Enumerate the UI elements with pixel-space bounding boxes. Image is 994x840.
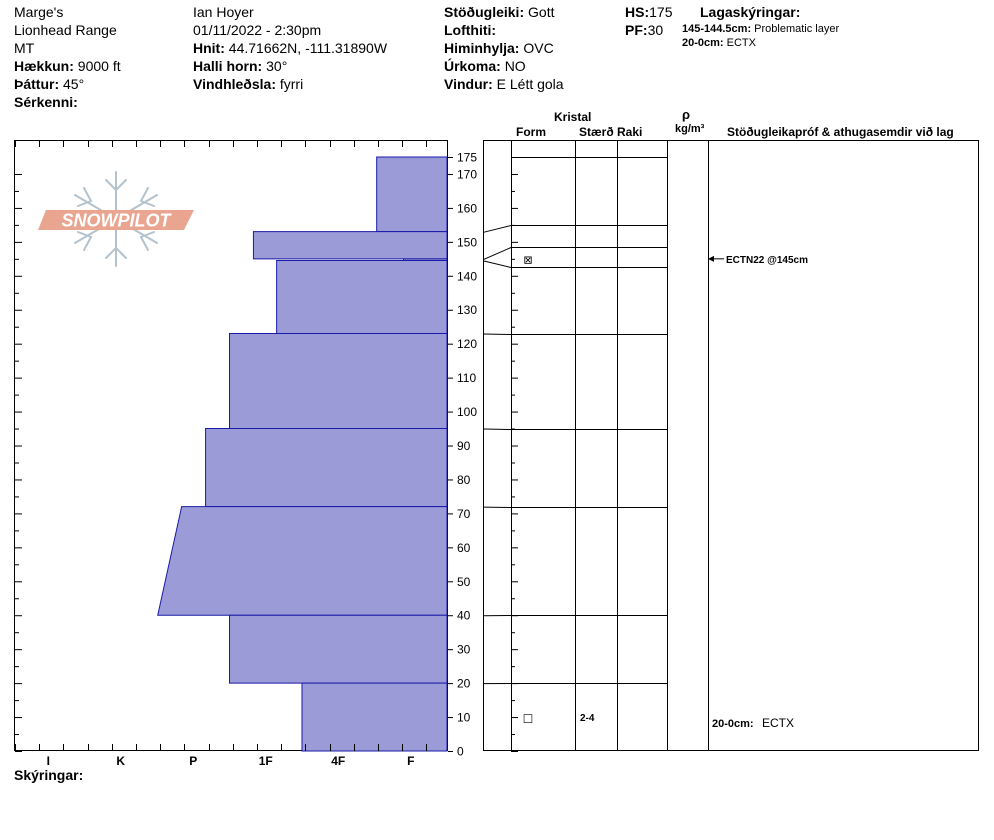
layer-connector-1 — [484, 248, 511, 260]
size-header: Stærð — [579, 125, 614, 139]
windload-label: Vindhleðsla: — [193, 76, 276, 92]
form-header: Form — [516, 125, 546, 139]
hardness-label-1F: 1F — [258, 754, 273, 768]
elevation-value: 9000 ft — [77, 58, 121, 74]
layer-note-1-range: 145-144.5cm: — [682, 23, 752, 35]
layer-note-2-text: ECTX — [726, 37, 756, 49]
table-frame — [484, 141, 979, 751]
coords-value: 44.71662N, -111.31890W — [228, 40, 388, 56]
height-label-0: 0 — [457, 744, 464, 759]
crystal-symbol-0: ⊠ — [523, 253, 533, 267]
stability-label: Stöðugleiki: — [444, 4, 525, 20]
layer-bar-8 — [302, 683, 447, 751]
hardness-label-4F: 4F — [331, 754, 346, 768]
crystal-header: Kristal — [554, 110, 592, 124]
height-label-10: 10 — [457, 710, 471, 725]
hs-value: 175 — [649, 4, 673, 20]
height-label-50: 50 — [457, 574, 471, 589]
height-label-80: 80 — [457, 472, 471, 487]
height-label-130: 130 — [457, 303, 478, 318]
height-label-110: 110 — [457, 371, 477, 386]
layer-bar-3 — [277, 261, 447, 334]
coords-label: Hnit: — [193, 40, 225, 56]
layer-note-1-text: Problematic layer — [754, 23, 840, 35]
snowpilot-logo — [38, 172, 194, 266]
moisture-header: Raki — [617, 125, 643, 139]
wind-label: Vindur: — [444, 76, 493, 92]
location-line-1: Marge's — [14, 4, 64, 20]
slope-label: Halli horn: — [193, 58, 263, 74]
height-label-100: 100 — [457, 405, 478, 420]
pf-value: 30 — [647, 22, 664, 38]
aspect-value: 45° — [63, 76, 85, 92]
slope-value: 30° — [266, 58, 288, 74]
observer: Ian Hoyer — [193, 4, 254, 20]
comments-header: Stöðugleikapróf & athugasemdir við lag — [727, 125, 954, 139]
stability-value: Gott — [528, 4, 555, 20]
hs-label: HS: — [625, 4, 650, 20]
height-label-60: 60 — [457, 540, 471, 555]
hardness-label-I: I — [46, 754, 50, 768]
test-text-0: ECTN22 @145cm — [726, 254, 809, 266]
density-unit: kg/m³ — [675, 123, 705, 135]
location-line-2: Lionhead Range — [14, 22, 117, 38]
hardness-label-F: F — [407, 754, 415, 768]
pf-label: PF: — [625, 22, 648, 38]
sky-label: Himinhylja: — [444, 40, 520, 56]
remarks-label: Skýringar: — [14, 767, 84, 783]
logo-text: SNOWPILOT — [61, 210, 171, 231]
test-label-1: 20-0cm: — [712, 718, 754, 731]
height-label-140: 140 — [457, 269, 478, 284]
layer-note-2-range: 20-0cm: — [682, 37, 724, 49]
features-label: Sérkenni: — [14, 94, 78, 110]
height-label-40: 40 — [457, 608, 471, 623]
layer-connector-2 — [484, 261, 511, 267]
height-label-120: 120 — [457, 337, 478, 352]
windload-value: fyrri — [279, 76, 304, 92]
hardness-label-P: P — [189, 754, 198, 768]
layer-connector-0 — [484, 226, 511, 233]
datetime: 01/11/2022 - 2:30pm — [193, 22, 322, 38]
airtemp-label: Lofthiti: — [444, 22, 497, 38]
layer-bar-7 — [230, 615, 448, 683]
layer-table — [484, 141, 808, 751]
precip-label: Úrkoma: — [444, 58, 501, 74]
height-label-70: 70 — [457, 506, 471, 521]
layer-bar-0 — [377, 157, 447, 232]
elevation-label: Hækkun: — [14, 58, 74, 74]
height-label-150: 150 — [457, 235, 478, 250]
height-label-160: 160 — [457, 201, 478, 216]
crystal-size-1: 2-4 — [580, 713, 595, 725]
precip-value: NO — [504, 58, 526, 74]
crystal-symbol-1: □ — [522, 711, 534, 725]
height-label-175: 175 — [457, 150, 478, 165]
rho-header: ρ — [682, 107, 691, 122]
hardness-bars — [158, 157, 447, 751]
aspect-label: Þáttur: — [14, 76, 60, 92]
height-label-20: 20 — [457, 676, 471, 691]
sky-value: OVC — [523, 40, 554, 56]
legend-title: Lagaskýringar: — [700, 4, 801, 20]
location-line-3: MT — [14, 40, 35, 56]
test-text-1: ECTX — [762, 716, 795, 731]
layer-bar-4 — [230, 334, 448, 429]
height-label-30: 30 — [457, 642, 471, 657]
height-label-170: 170 — [457, 167, 478, 182]
hardness-label-K: K — [116, 754, 126, 768]
layer-bar-5 — [206, 429, 447, 507]
layer-bar-1 — [253, 232, 447, 259]
wind-value: E Létt gola — [496, 76, 564, 92]
height-label-90: 90 — [457, 439, 471, 454]
layer-bar-6 — [158, 507, 447, 616]
